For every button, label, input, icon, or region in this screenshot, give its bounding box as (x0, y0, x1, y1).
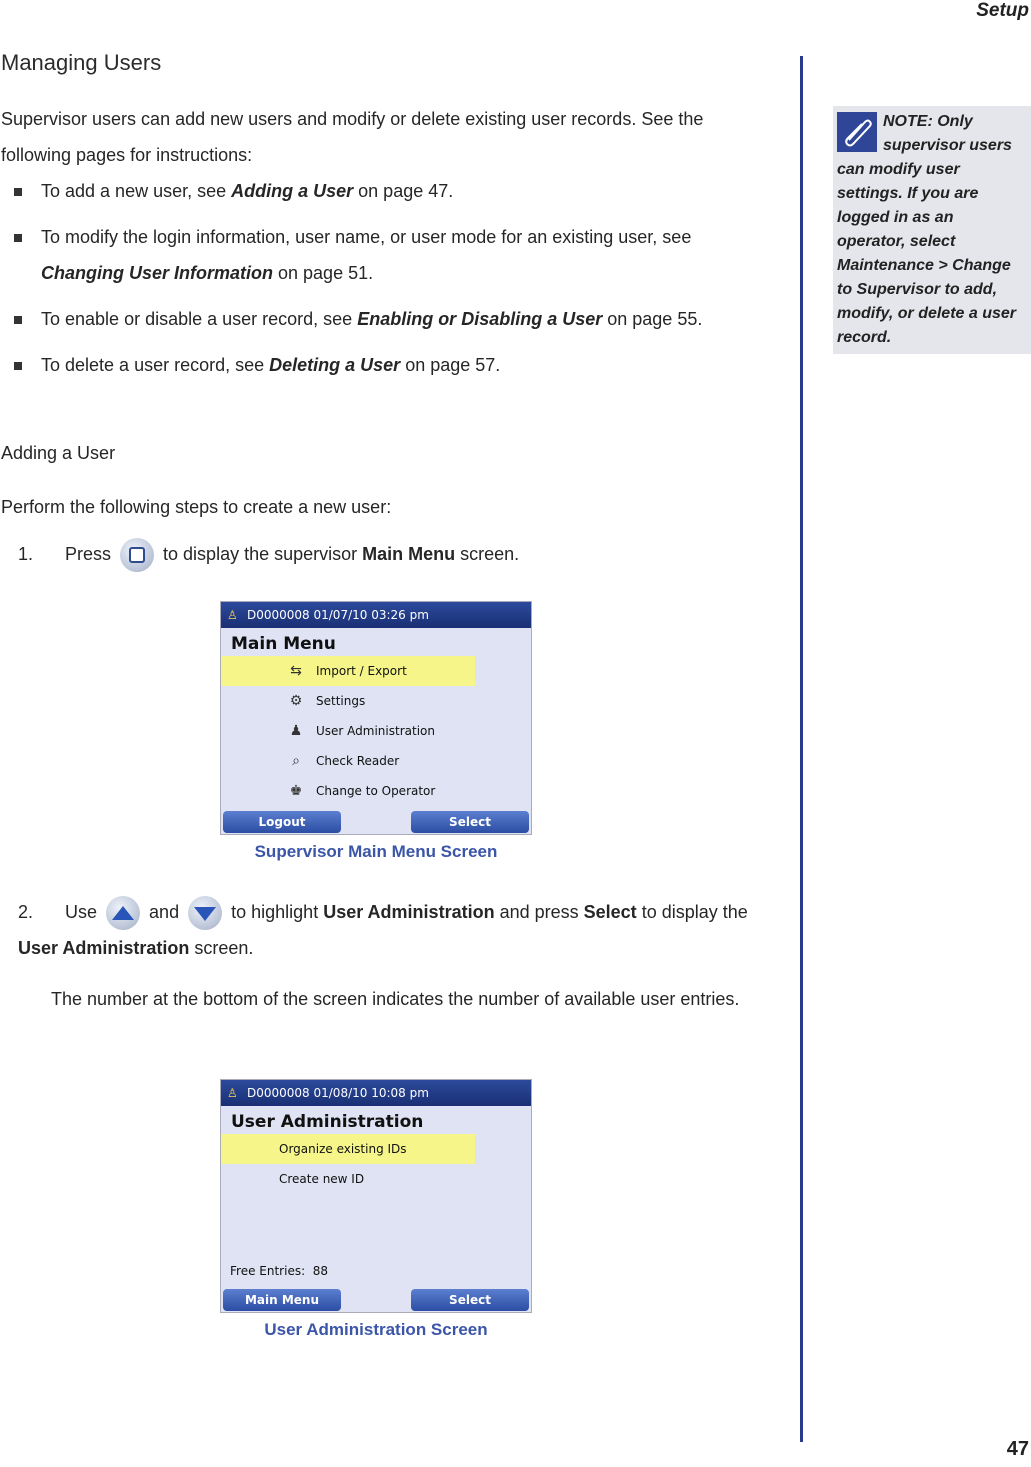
bullet-icon (14, 188, 22, 196)
cross-reference: Enabling or Disabling a User (357, 309, 603, 329)
free-entries-count: 88 (312, 1264, 329, 1278)
bullet-icon (14, 234, 22, 242)
figure-caption: User Administration Screen (264, 1320, 488, 1339)
main-menu-button[interactable]: Main Menu (223, 1289, 341, 1311)
user-admin-icon: ♟ (289, 723, 303, 739)
down-arrow-icon (188, 896, 222, 930)
logout-button[interactable]: Logout (223, 811, 341, 833)
up-arrow-icon (106, 896, 140, 930)
note-box (833, 106, 1031, 354)
free-entries: Free Entries: 88 (230, 1264, 329, 1278)
list-item: To enable or disable a user record, see Enabling or Disabling a User on page 55. (14, 301, 754, 337)
menu-item-organize-ids[interactable]: Organize existing IDs (221, 1134, 475, 1164)
screen-title: User Administration (231, 1112, 424, 1132)
steps-intro: Perform the following steps to create a new user: (1, 497, 392, 517)
figure-caption: Supervisor Main Menu Screen (254, 842, 498, 861)
list-item: To add a new user, see Adding a User on page 47. (14, 173, 754, 209)
menu-button-icon (120, 538, 154, 572)
page-number: 47 (1006, 1438, 1029, 1460)
instruction-list (14, 173, 754, 393)
paperclip-icon (837, 112, 877, 152)
check-reader-icon: ⌕ (292, 753, 300, 769)
menu-item-user-administration[interactable]: ♟ User Administration (221, 716, 531, 746)
import-export-icon: ⇆ (290, 663, 302, 679)
menu-item-settings[interactable]: ⚙ Settings (221, 686, 531, 716)
menu-item-check-reader[interactable]: ⌕ Check Reader (221, 746, 531, 776)
menu-item-create-id[interactable]: Create new ID (279, 1172, 365, 1186)
main-menu-screen (220, 601, 532, 835)
supervisor-icon: ♙ (227, 1086, 238, 1100)
step-2-note: The number at the bottom of the screen indicates the number of available user entries. (51, 989, 740, 1009)
cross-reference: Adding a User (231, 181, 354, 201)
section-header: Setup (976, 0, 1029, 21)
note-lead: NOTE: (883, 113, 933, 130)
bullet-icon (14, 362, 22, 370)
bullet-icon (14, 316, 22, 324)
status-bar: ♙ D0000008 01/08/10 10:08 pm (221, 1080, 531, 1106)
menu-item-import-export[interactable]: ⇆ Import / Export (221, 656, 475, 686)
screen-title: Main Menu (231, 634, 336, 654)
select-button[interactable]: Select (411, 811, 529, 833)
status-bar: ♙ D0000008 01/07/10 03:26 pm (221, 602, 531, 628)
supervisor-icon: ♙ (227, 608, 238, 622)
note-text: Only supervisor users can modify user settings. If you are logged in as an operator, select Maintenance > Change to Supervisor to add, modify, or delete a user record. (837, 113, 1017, 346)
step-1: 1. Press to display the supervisor Main Menu screen. (18, 536, 519, 572)
list-item: To delete a user record, see Deleting a User on page 57. (14, 347, 754, 383)
settings-icon: ⚙ (289, 693, 303, 709)
cross-reference: Changing User Information (41, 263, 274, 283)
select-button[interactable]: Select (411, 1289, 529, 1311)
list-item: To modify the login information, user name, or user mode for an existing user, see Changing User Information on page 51. (14, 219, 754, 291)
intro-paragraph: Supervisor users can add new users and modify or delete existing user records. See the following pages for instructions: (1, 109, 704, 165)
step-2: 2. Use and to highlight User Administration and press Select to display the User Administration screen. (18, 894, 758, 966)
section-title: Managing Users (1, 50, 162, 75)
cross-reference: Deleting a User (269, 355, 401, 375)
menu-item-change-to-operator[interactable]: ♚ Change to Operator (221, 776, 531, 806)
margin-divider (800, 56, 803, 1442)
subsection-title: Adding a User (1, 443, 116, 463)
user-admin-screen (220, 1079, 532, 1313)
change-operator-icon: ♚ (289, 783, 303, 799)
